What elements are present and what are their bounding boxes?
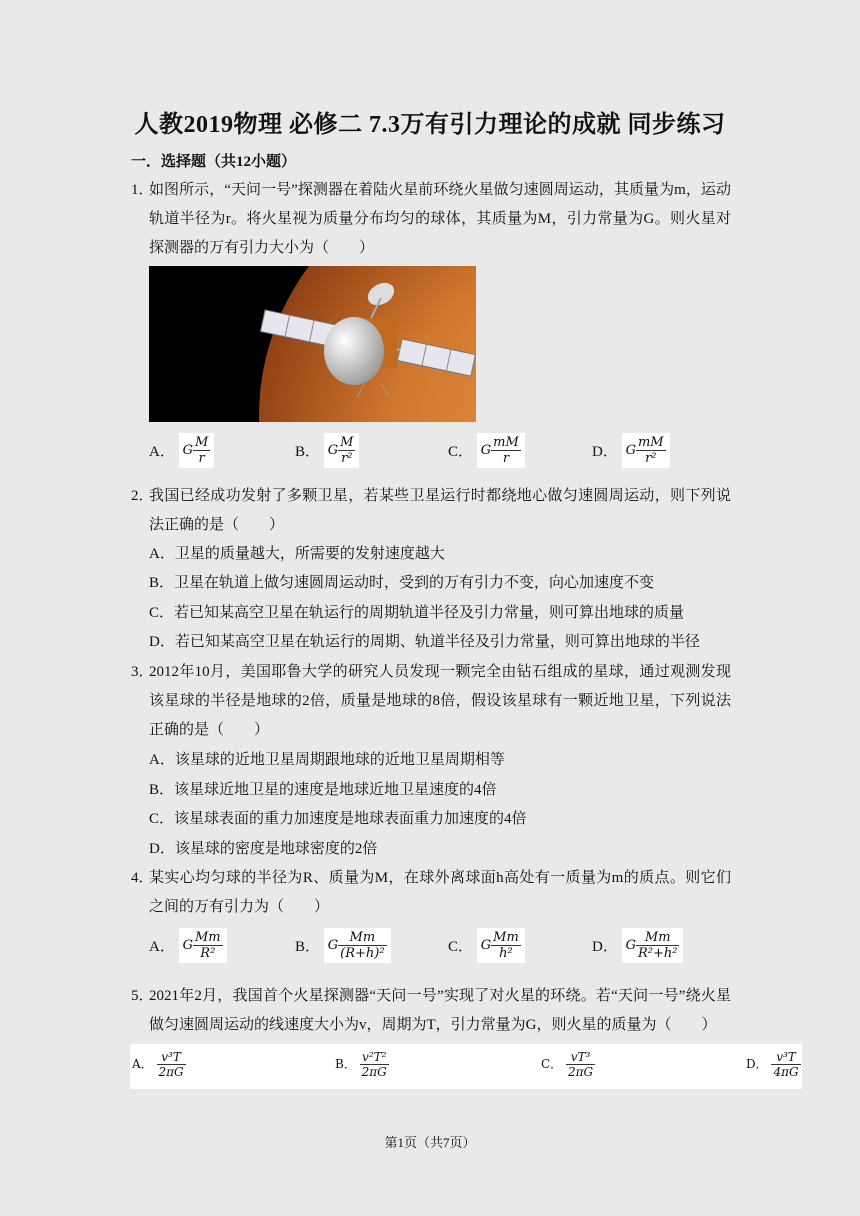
q5-option-c[interactable]: C． $\frac{\text{vT³}}{2\pi G}$ bbox=[541, 1050, 594, 1079]
q2-option-a[interactable]: A．卫星的质量越大，所需要的发射速度越大 bbox=[149, 546, 445, 562]
q4-option-a[interactable]: A． G $\frac{Mm}{\text{R²}}$ bbox=[149, 928, 227, 963]
mars-probe-image bbox=[149, 266, 476, 422]
question-5 bbox=[131, 982, 731, 1040]
q3-option-a[interactable]: A．该星球的近地卫星周期跟地球的近地卫星周期相等 bbox=[149, 752, 505, 768]
q2-option-b[interactable]: B．卫星在轨道上做匀速圆周运动时，受到的万有引力不变，向心加速度不变 bbox=[149, 575, 655, 591]
q4-option-c[interactable]: C． G $\frac{Mm}{\text{h²}}$ bbox=[448, 928, 525, 963]
section-heading: 一．选择题（共12小题） bbox=[131, 154, 297, 170]
question-text: 我国已经成功发射了多颗卫星，若某些卫星运行时都绕地心做匀速圆周运动，则下列说法正确的是（ ） bbox=[149, 488, 731, 533]
question-2 bbox=[131, 482, 731, 540]
q1-option-b[interactable]: B． G $\frac{M}{\text{r²}}$ bbox=[295, 433, 359, 468]
question-4 bbox=[131, 864, 731, 922]
q5-options-strip bbox=[130, 1044, 802, 1089]
q3-option-b[interactable]: B．该星球近地卫星的速度是地球近地卫星速度的4倍 bbox=[149, 782, 497, 798]
question-1 bbox=[131, 176, 731, 263]
q5-option-a[interactable]: A． $\frac{\text{v³T}}{2\pi G}$ bbox=[132, 1050, 184, 1079]
q3-option-d[interactable]: D．该星球的密度是地球密度的2倍 bbox=[149, 841, 378, 857]
question-number: 1． bbox=[131, 182, 154, 198]
q4-option-d[interactable]: D． G $\frac{Mm}{\text{R²+h²}}$ bbox=[592, 928, 683, 963]
question-text: 如图所示，“天问一号”探测器在着陆火星前环绕火星做匀速圆周运动，其质量为m，运动轨道半径为r。将火星视为质量分布均匀的球体，其质量为M，引力常量为G。则火星对探测器的万有引力大小为（ ） bbox=[149, 182, 731, 256]
question-text: 2012年10月，美国耶鲁大学的研究人员发现一颗完全由钻石组成的星球，通过观测发现该星球的半径是地球的2倍，质量是地球的8倍，假设该星球有一颗近地卫星，下列说法正确的是（ ） bbox=[149, 664, 731, 738]
q1-option-a[interactable]: A． G $\frac{M}{r}$ bbox=[149, 433, 214, 468]
q5-option-d[interactable]: D． $\frac{\text{v³T}}{4\pi G}$ bbox=[746, 1050, 799, 1079]
question-number: 4． bbox=[131, 870, 154, 886]
question-number: 5． bbox=[131, 988, 154, 1004]
question-number: 3． bbox=[131, 664, 154, 680]
page-title: 人教2019物理 必修二 7.3万有引力理论的成就 同步练习 bbox=[134, 112, 726, 138]
q2-option-d[interactable]: D．若已知某高空卫星在轨运行的周期、轨道半径及引力常量，则可算出地球的半径 bbox=[149, 634, 700, 650]
q3-option-c[interactable]: C．该星球表面的重力加速度是地球表面重力加速度的4倍 bbox=[149, 811, 527, 827]
question-number: 2． bbox=[131, 488, 154, 504]
q1-option-c[interactable]: C． G $\frac{mM}{r}$ bbox=[448, 433, 525, 468]
question-3 bbox=[131, 658, 731, 745]
question-text: 某实心均匀球的半径为R、质量为M，在球外离球面h高处有一质量为m的质点。则它们之间的万有引力为（ ） bbox=[149, 870, 731, 915]
q5-option-b[interactable]: B． $\frac{\text{v²T²}}{2\pi G}$ bbox=[335, 1050, 387, 1079]
q4-option-b[interactable]: B． G $\frac{Mm}{\text{(R+h)²}}$ bbox=[295, 928, 391, 963]
page-footer: 第1页（共7页） bbox=[384, 1135, 476, 1150]
question-text: 2021年2月，我国首个火星探测器“天问一号”实现了对火星的环绕。若“天问一号”绕火星做匀速圆周运动的线速度大小为v，周期为T，引力常量为G，则火星的质量为（ ） bbox=[149, 988, 731, 1033]
q2-option-c[interactable]: C．若已知某高空卫星在轨运行的周期轨道半径及引力常量，则可算出地球的质量 bbox=[149, 605, 685, 621]
q1-option-d[interactable]: D． G $\frac{mM}{\text{r²}}$ bbox=[592, 433, 670, 468]
